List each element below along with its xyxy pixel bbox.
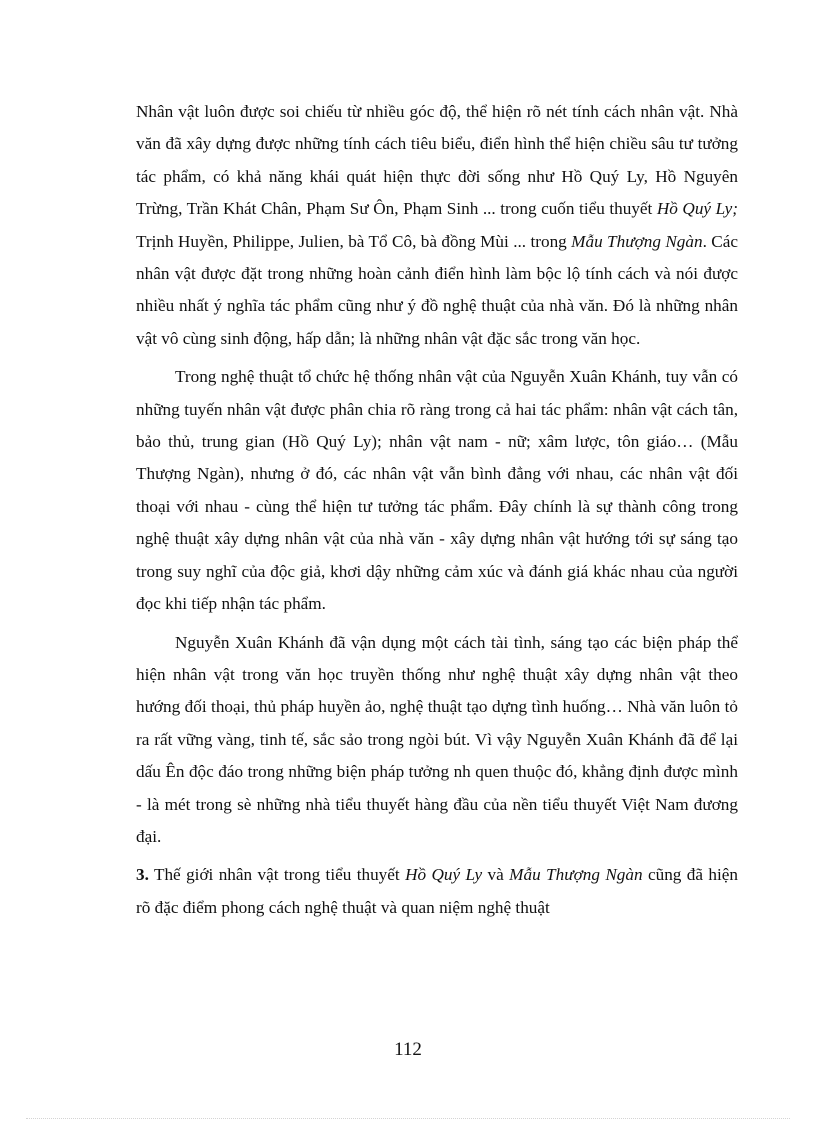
section-number: 3. [136, 865, 149, 885]
page-number: 112 [394, 1039, 422, 1060]
paragraph-1-text-a: Nhân vật luôn được soi chiếu từ nhiều góc độ, thể hiện rõ nét tính cách nhân vật. Nhà văn đã xây dựng được những tính cách tiêu biểu, điển hình thể hiện chiều sâu tư tưởng tác phẩm, có khả năng khái quát hiện thực đời sống như Hồ Quý Ly, Hồ Nguyên Trừng, Trần Khát Chân, Phạm Sư Ôn, Phạm Sinh ... trong cuốn tiểu thuyết [136, 102, 738, 219]
paragraph-4-text-a: Thế giới nhân vật trong tiểu thuyết [148, 865, 406, 885]
book-title-ho-quy-ly: Hồ Quý Ly; [656, 199, 739, 219]
book-title-mau-thuong-ngan: Mẫu Thượng Ngàn [571, 231, 703, 251]
paragraph-1 [136, 96, 738, 355]
paragraph-4-text-e: cũng đã hiện rõ đặc điểm phong cách nghệ thuật và quan niệm nghệ thuật [136, 865, 738, 917]
paragraph-4-text-c: và [482, 865, 510, 885]
body-text [136, 96, 738, 930]
book-title-ho-quy-ly-2: Hồ Quý Ly [405, 865, 483, 885]
paragraph-3: Nguyễn Xuân Khánh đã vận dụng một cách tài tình, sáng tạo các biện pháp thể hiện nhân vật trong văn học truyền thống như nghệ thuật xây dựng nhân vật theo hướng đối thoại, thủ pháp huyền ảo, nghệ thuật tạo dựng tình huống… Nhà văn luôn tỏ ra rất vững vàng, tinh tế, sắc sảo trong ngòi bút. Vì vậy Nguyễn Xuân Khánh đã để lại dấu Ên độc đáo trong những biện pháp tưởng nh quen thuộc đó, khẳng định được mình - là mét trong sè những nhà tiểu thuyết hàng đầu của nền tiểu thuyết Việt Nam đương đại. [136, 632, 738, 846]
page-bottom-divider [26, 1118, 790, 1119]
paragraph-1-text-c: Trịnh Huyền, Philippe, Julien, bà Tổ Cô, bà đồng Mùi ... trong [136, 231, 572, 251]
paragraph-1-text-e: . Các nhân vật được đặt trong những hoàn cảnh điển hình làm bộc lộ tính cách và nói được nhiều nhất ý nghĩa tác phẩm cũng như ý đồ nghệ thuật của nhà văn. Đó là những nhân vật vô cùng sinh động, hấp dẫn; là những nhân vật đặc sắc trong văn học. [136, 231, 739, 348]
book-title-mau-thuong-ngan-2: Mẫu Thượng Ngàn [509, 865, 643, 885]
paragraph-2: Trong nghệ thuật tổ chức hệ thống nhân vật của Nguyễn Xuân Khánh, tuy vẫn có những tuyến nhân vật được phân chia rõ ràng trong cả hai tác phẩm: nhân vật cách tân, bảo thủ, trung gian (Hồ Quý Ly); nhân vật nam - nữ; xâm lược, tôn giáo… (Mẫu Thượng Ngàn), nhưng ở đó, các nhân vật vẫn bình đẳng với nhau, các nhân vật đối thoại với nhau - cùng thể hiện tư tưởng tác phẩm. Đây chính là sự thành công trong nghệ thuật xây dựng nhân vật của nhà văn - xây dựng nhân vật hướng tới sự sáng tạo trong suy nghĩ của độc giả, khơi dậy những cảm xúc và đánh giá khác nhau của người đọc khi tiếp nhận tác phẩm. [136, 367, 738, 614]
paragraph-4 [136, 859, 738, 924]
